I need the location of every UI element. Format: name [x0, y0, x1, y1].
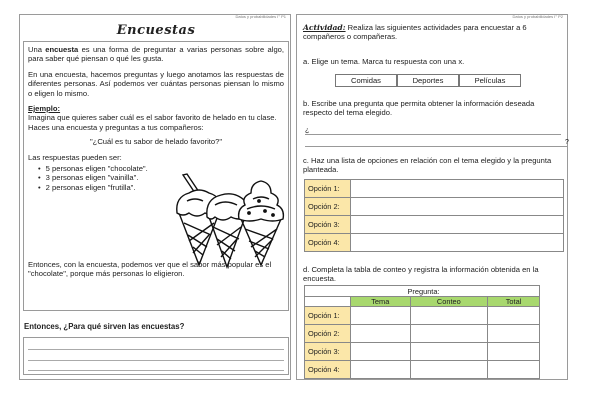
- answer-line[interactable]: [28, 349, 284, 350]
- item-c-text: c. Haz una lista de opciones en relación con el tema elegido y la pregunta planteada.: [303, 156, 552, 175]
- table-row: [305, 286, 540, 297]
- table-row: Opción 3:: [305, 216, 564, 234]
- table-row: Opción 4:: [305, 234, 564, 252]
- table-row: Opción 4:: [305, 361, 540, 379]
- left-worksheet-page: [19, 14, 291, 380]
- example-label: Ejemplo:: [28, 104, 61, 114]
- reflection-question: Entonces, ¿Para qué sirven las encuestas?: [24, 322, 185, 331]
- answer-line[interactable]: [28, 370, 284, 371]
- example-question: "¿Cuál es tu sabor de helado favorito?": [89, 137, 223, 147]
- answer-area[interactable]: [23, 337, 289, 375]
- question-write-line[interactable]: [305, 146, 567, 147]
- tally-question-cell[interactable]: Pregunta:: [305, 286, 540, 297]
- table-row: [305, 297, 540, 307]
- example-paragraph: Ejemplo: Imagina que quieres saber cuál es el sabor favorito de helado en tu clase. Haces una encuesta y preguntas a tus compañeros:: [28, 104, 284, 132]
- table-row: Opción 1:: [305, 307, 540, 325]
- right-page-tag: Datos y probabilidades I° P2: [512, 14, 563, 19]
- options-table: [304, 179, 564, 252]
- left-page-tag: Datos y probabilidades I° P1: [235, 14, 286, 19]
- activity-instructions: Actividad: Realiza las siguientes actividades para encuestar a 6 compañeros o compañeras.: [303, 23, 527, 42]
- list-item: • 5 personas eligen "chocolate".: [38, 164, 284, 173]
- question-close-mark: ?: [565, 139, 569, 146]
- topic-option-comidas[interactable]: Comidas: [335, 74, 397, 87]
- option-input[interactable]: [351, 198, 564, 216]
- table-row: Opción 3:: [305, 343, 540, 361]
- item-b-text: b. Escribe una pregunta que permita obtener la información deseada respecto del tema elegido.: [303, 99, 535, 118]
- option-input[interactable]: [351, 234, 564, 252]
- activity-label: Actividad:: [303, 23, 346, 32]
- intro-paragraph: Una encuesta es una forma de preguntar a varias personas sobre algo, para saber qué piensan o qué les gusta.: [28, 45, 284, 64]
- second-paragraph: En una encuesta, hacemos preguntas y luego anotamos las respuestas de diferentes personas. Así podemos ver cuántas personas piensan lo mismo o eligen lo mismo.: [28, 69, 284, 98]
- responses-label: Las respuestas pueden ser:: [28, 152, 122, 162]
- item-d-text: d. Completa la tabla de conteo y registra la información obtenida en la encuesta.: [303, 265, 539, 284]
- tally-table: [304, 285, 540, 379]
- question-write-line[interactable]: [305, 134, 561, 135]
- tally-header-conteo: Conteo: [410, 297, 488, 307]
- topic-option-deportes[interactable]: Deportes: [397, 74, 459, 87]
- table-row: Opción 1:: [305, 180, 564, 198]
- topic-options: [335, 74, 521, 87]
- item-a-text: a. Elige un tema. Marca tu respuesta con una x.: [303, 57, 465, 66]
- list-item: • 2 personas eligen "frutilla".: [38, 183, 284, 192]
- option-input[interactable]: [351, 180, 564, 198]
- option-input[interactable]: [351, 216, 564, 234]
- topic-option-peliculas[interactable]: Películas: [459, 74, 521, 87]
- table-row: Opción 2:: [305, 325, 540, 343]
- conclusion-paragraph: Entonces, con la encuesta, podemos ver que el sabor más popular es el "chocolate", porque más personas lo eligieron.: [28, 260, 272, 279]
- page-title: Encuestas: [116, 23, 196, 38]
- answer-line[interactable]: [28, 360, 284, 361]
- list-item: • 3 personas eligen "vainilla".: [38, 173, 284, 182]
- question-open-mark: ¿: [305, 127, 310, 134]
- right-worksheet-page: [296, 14, 568, 380]
- ice-cream-illustration: [165, 173, 285, 269]
- table-row: Opción 2:: [305, 198, 564, 216]
- keyword-encuesta: encuesta: [45, 45, 79, 54]
- tally-header-total: Total: [488, 297, 540, 307]
- tally-header-tema: Tema: [351, 297, 411, 307]
